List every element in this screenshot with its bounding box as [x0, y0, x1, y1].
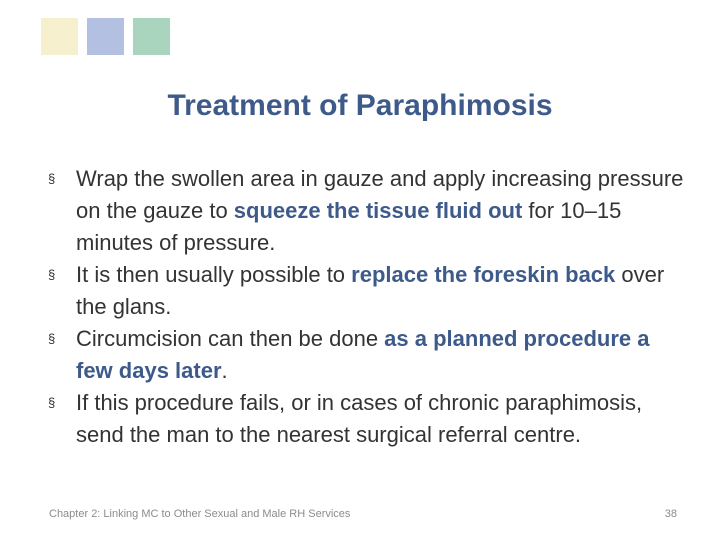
decorative-squares [41, 18, 170, 55]
slide-title: Treatment of Paraphimosis [167, 89, 553, 122]
decorative-square-blue [87, 18, 124, 55]
bullet-marker-icon: § [48, 331, 56, 346]
bullet-marker-icon: § [48, 267, 56, 282]
footer-chapter-text: Chapter 2: Linking MC to Other Sexual and Male RH Services [49, 508, 351, 520]
bullet-text [76, 326, 649, 383]
bullet-text-segment: Circumcision can then be done [76, 326, 385, 351]
bullet-emphasis: replace the foreskin back [351, 262, 616, 287]
bullet-item [48, 387, 688, 451]
bullet-marker-icon: § [48, 171, 56, 186]
bullet-text-segment: It is then usually possible to [76, 262, 352, 287]
page-number: 38 [664, 508, 677, 520]
bullet-text [76, 262, 664, 319]
bullet-emphasis: as a planned procedure a few days later [76, 326, 650, 383]
bullet-marker-icon: § [48, 395, 56, 410]
bullet-item [48, 323, 688, 387]
bullet-text-segment: If this procedure fails, or in cases of chronic paraphimosis, send the man to the nearest surgical referral centre. [76, 390, 643, 447]
bullet-item [48, 259, 688, 323]
decorative-square-yellow [41, 18, 78, 55]
bullet-emphasis: squeeze the tissue fluid out [233, 198, 523, 223]
decorative-square-green [133, 18, 170, 55]
bullet-text [76, 166, 683, 255]
bullet-list [48, 163, 688, 451]
bullet-text-segment: for 10–15 minutes of pressure. [76, 198, 622, 255]
bullet-item [48, 163, 688, 259]
bullet-text-segment: . [221, 358, 228, 383]
bullet-text [76, 390, 642, 447]
bullet-text-segment: over the glans. [76, 262, 665, 319]
bullet-text-segment: Wrap the swollen area in gauze and apply increasing pressure on the gauze to [76, 166, 684, 223]
